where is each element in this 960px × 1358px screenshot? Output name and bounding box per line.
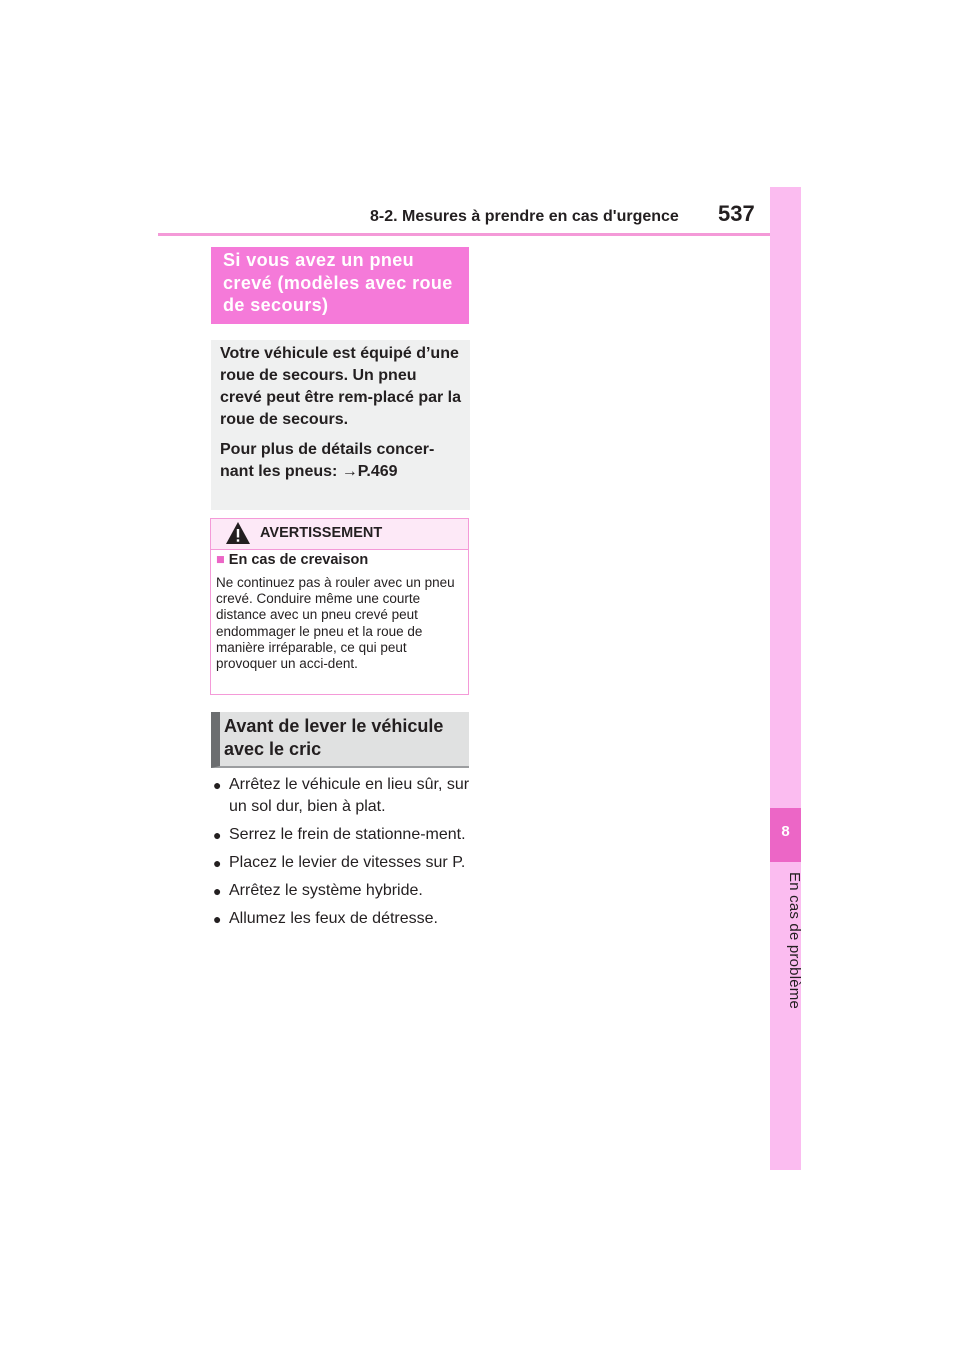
header-rule (158, 233, 770, 236)
warning-header (211, 519, 468, 550)
bullet-icon: ● (213, 911, 222, 927)
chapter-side-tab (770, 187, 801, 1170)
square-bullet-icon: ■ (216, 552, 225, 568)
bullet-icon: ● (213, 883, 222, 899)
warning-box (210, 518, 469, 695)
list-item-text: Placez le levier de vitesses sur P. (229, 854, 466, 871)
intro-paragraph: Votre véhicule est équipé d’une roue de secours. Un pneu crevé peut être rem-placé par la roue de secours. (220, 345, 462, 428)
list-item-text: Arrêtez le véhicule en lieu sûr, sur un sol dur, bien à plat. (229, 776, 470, 815)
section-heading-flat-tire (211, 247, 469, 324)
chapter-number: 8 (781, 823, 790, 840)
page-number: 537 (718, 201, 755, 226)
warning-subheading (216, 552, 368, 568)
warning-subheading-text: En cas de crevaison (228, 552, 369, 568)
steps-list (213, 774, 473, 936)
bullet-icon: ● (213, 827, 222, 843)
list-item-text: Arrêtez le système hybride. (229, 882, 423, 899)
bullet-icon: ● (213, 777, 222, 793)
intro-reference: Pour plus de détails concer-nant les pneus: →P.469 (220, 441, 435, 480)
warning-triangle-icon (225, 521, 251, 545)
list-item (213, 852, 473, 874)
warning-title: AVERTISSEMENT (260, 525, 383, 541)
list-item (213, 774, 473, 818)
list-item (213, 908, 473, 930)
section-heading-before-jacking (211, 712, 469, 768)
chapter-label: En cas de problème (786, 872, 803, 1010)
list-item-text: Allumez les feux de détresse. (229, 910, 438, 927)
list-item-text: Serrez le frein de stationne-ment. (229, 826, 466, 843)
warning-text: Ne continuez pas à rouler avec un pneu crevé. Conduire même une courte distance avec un pneu crevé peut endommager le pneu et la roue de manière irréparable, ce qui peut provoquer un acci-dent. (216, 575, 455, 672)
section-heading-text: Si vous avez un pneu crevé (modèles avec roue de secours) (223, 250, 453, 315)
list-item (213, 880, 473, 902)
running-header: 8-2. Mesures à prendre en cas d'urgence (370, 208, 679, 225)
section-heading-text: Avant de lever le véhicule avec le cric (224, 716, 444, 759)
bullet-icon: ● (213, 855, 222, 871)
intro-box (211, 340, 470, 510)
list-item (213, 824, 473, 846)
